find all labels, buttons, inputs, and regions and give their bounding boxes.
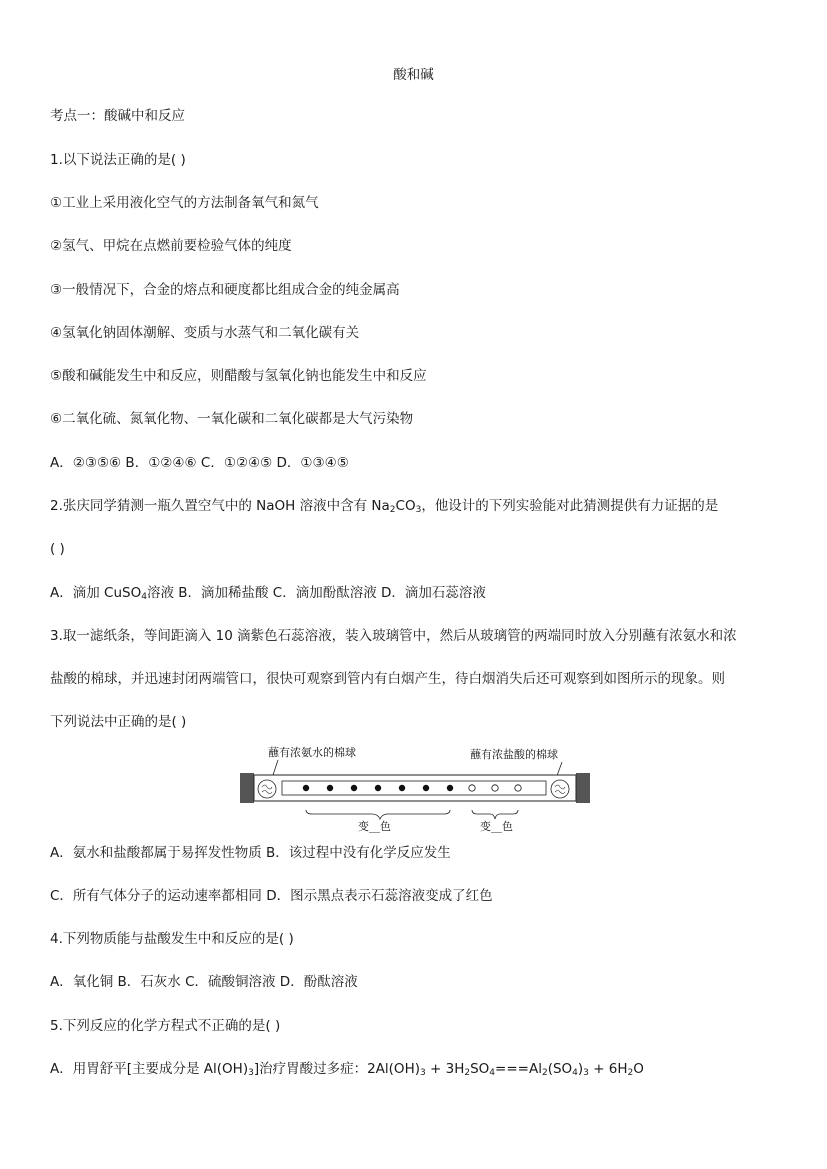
q1-statement-1: ①工业上采用液化空气的方法制备氧气和氮气: [50, 195, 319, 211]
q1-statement-2: ②氢气、甲烷在点燃前要检验气体的纯度: [50, 238, 292, 254]
page-title: 酸和碱: [393, 67, 434, 83]
q1-stem: 1.以下说法正确的是( ): [50, 152, 186, 168]
q1-statement-5: ⑤酸和碱能发生中和反应，则醋酸与氢氧化钠也能发生中和反应: [50, 368, 427, 384]
section-heading: 考点一：酸碱中和反应: [50, 108, 185, 124]
dot-black-1: [303, 785, 309, 791]
dot-black-7: [447, 785, 453, 791]
q1-options: A．②③⑤⑥ B．①②④⑥ C．①②④⑤ D．①③④⑤: [50, 455, 349, 471]
dot-white-2: [492, 785, 498, 791]
q1-statement-3: ③一般情况下，合金的熔点和硬度都比组成合金的纯金属高: [50, 282, 400, 298]
brace-left: [306, 810, 450, 819]
cotton-ball-right: [551, 780, 569, 798]
q1-statement-6: ⑥二氧化硫、氮氧化物、一氧化碳和二氧化碳都是大气污染物: [50, 411, 414, 427]
cotton-ball-left: [258, 780, 276, 798]
brace-right: [472, 810, 518, 819]
q2-options: A．滴加 CuSO$_4$溶液 B．滴加稀盐酸 C．滴加酚酞溶液 D．滴加石蕊溶液: [50, 585, 486, 602]
dot-black-3: [351, 785, 357, 791]
q2-stem: 2.张庆同学猜测一瓶久置空气中的 NaOH 溶液中含有 $Na_2CO_3$，他设计的下列实验能对此猜测提供有力证据的是: [50, 498, 719, 515]
dot-black-4: [375, 785, 381, 791]
fig-label-ammonia-cotton: 蘸有浓氨水的棉球: [268, 746, 356, 759]
glass-tube-figure: [240, 740, 590, 835]
fig-under-left-label: 变__色: [358, 820, 391, 833]
q4-stem: 4.下列物质能与盐酸发生中和反应的是( ): [50, 931, 294, 947]
q1-statement-4: ④氢氧化钠固体潮解、变质与水蒸气和二氧化碳有关: [50, 325, 360, 341]
q2-paren: ( ): [50, 541, 65, 557]
q3-options-line1: A．氨水和盐酸都属于易挥发性物质 B．该过程中没有化学反应发生: [50, 845, 451, 861]
q3-stem-line1: 3.取一滤纸条，等间距滴入 10 滴紫色石蕊溶液，装入玻璃管中，然后从玻璃管的两端同时放入分别蘸有浓氨水和浓: [50, 628, 737, 644]
fig-label-hcl-cotton: 蘸有浓盐酸的棉球: [470, 748, 558, 761]
stopper-right: [576, 773, 590, 803]
dot-black-5: [399, 785, 405, 791]
dot-black-6: [423, 785, 429, 791]
fig-under-right-label: 变__色: [480, 820, 513, 833]
q5-stem: 5.下列反应的化学方程式不正确的是( ): [50, 1018, 281, 1034]
q4-options: A．氧化铜 B．石灰水 C．硫酸铜溶液 D．酚酞溶液: [50, 974, 358, 990]
q3-stem-line2: 盐酸的棉球，并迅速封闭两端管口，很快可观察到管内有白烟产生，待白烟消失后还可观察到如图所示的现象。则: [50, 671, 725, 687]
dot-black-2: [327, 785, 333, 791]
filter-paper: [282, 781, 546, 795]
dot-white-3: [515, 785, 521, 791]
dot-white-1: [469, 785, 475, 791]
stopper-left: [240, 773, 254, 803]
q3-options-line2: C．所有气体分子的运动速率都相同 D．图示黑点表示石蕊溶液变成了红色: [50, 888, 493, 904]
q5-option-a: A．用胃舒平[主要成分是 $Al(OH)_3$]治疗胃酸过多症：$2Al(OH)_3 + 3H_2SO_4===Al_2(SO_4)_3 + 6H_2O$: [50, 1061, 644, 1078]
q3-stem-line3: 下列说法中正确的是( ): [50, 714, 187, 730]
